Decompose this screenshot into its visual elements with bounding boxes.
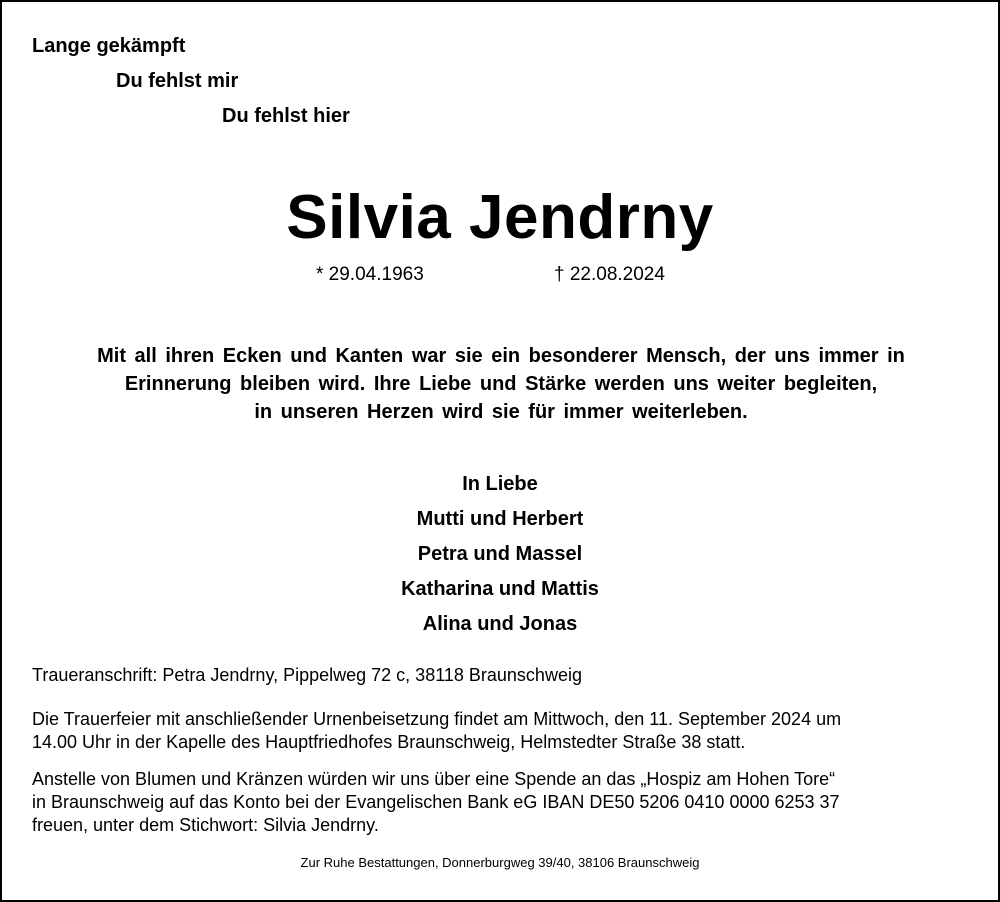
death-date: † 22.08.2024 bbox=[554, 264, 665, 285]
motto-line-2: Du fehlst mir bbox=[116, 70, 239, 92]
signers-list bbox=[2, 467, 998, 642]
ceremony-info bbox=[32, 708, 841, 754]
tribute-text bbox=[26, 342, 976, 426]
mourning-address: Traueranschrift: Petra Jendrny, Pippelweg 72 c, 38118 Braunschweig bbox=[32, 665, 582, 685]
ceremony-line-2: 14.00 Uhr in der Kapelle des Hauptfriedhofes Braunschweig, Helmstedter Straße 38 statt. bbox=[32, 732, 746, 752]
donation-info bbox=[32, 768, 840, 837]
signer-entry: Katharina und Mattis bbox=[401, 578, 599, 600]
tribute-line-2: Erinnerung bleiben wird. Ihre Liebe und Stärke werden uns weiter begleiten, bbox=[124, 373, 878, 395]
funeral-home-footer: Zur Ruhe Bestattungen, Donnerburgweg 39/40, 38106 Braunschweig bbox=[300, 855, 700, 870]
motto-line-1: Lange gekämpft bbox=[32, 35, 186, 57]
donation-line-1: Anstelle von Blumen und Kränzen würden wir uns über eine Spende an das „Hospiz am Hohen Tore“ bbox=[32, 769, 836, 789]
ceremony-line-1: Die Trauerfeier mit anschließender Urnenbeisetzung findet am Mittwoch, den 11. September 2024 um bbox=[32, 709, 842, 729]
tribute-line-1: Mit all ihren Ecken und Kanten war sie ein besonderer Mensch, der uns immer in bbox=[97, 345, 905, 367]
signer-entry: Alina und Jonas bbox=[422, 613, 578, 635]
motto-line-3: Du fehlst hier bbox=[222, 105, 350, 127]
birth-date: * 29.04.1963 bbox=[316, 264, 424, 285]
deceased-name: Silvia Jendrny bbox=[286, 183, 714, 252]
signer-entry: Mutti und Herbert bbox=[416, 508, 584, 530]
signer-entry: Petra und Massel bbox=[417, 543, 583, 565]
signers-intro: In Liebe bbox=[462, 473, 538, 495]
donation-line-3: freuen, unter dem Stichwort: Silvia Jendrny. bbox=[32, 815, 379, 835]
donation-line-2: in Braunschweig auf das Konto bei der Evangelischen Bank eG IBAN DE50 5206 0410 0000 6253 37 bbox=[32, 792, 840, 812]
tribute-line-3: in unseren Herzen wird sie für immer weiterleben. bbox=[254, 401, 748, 423]
